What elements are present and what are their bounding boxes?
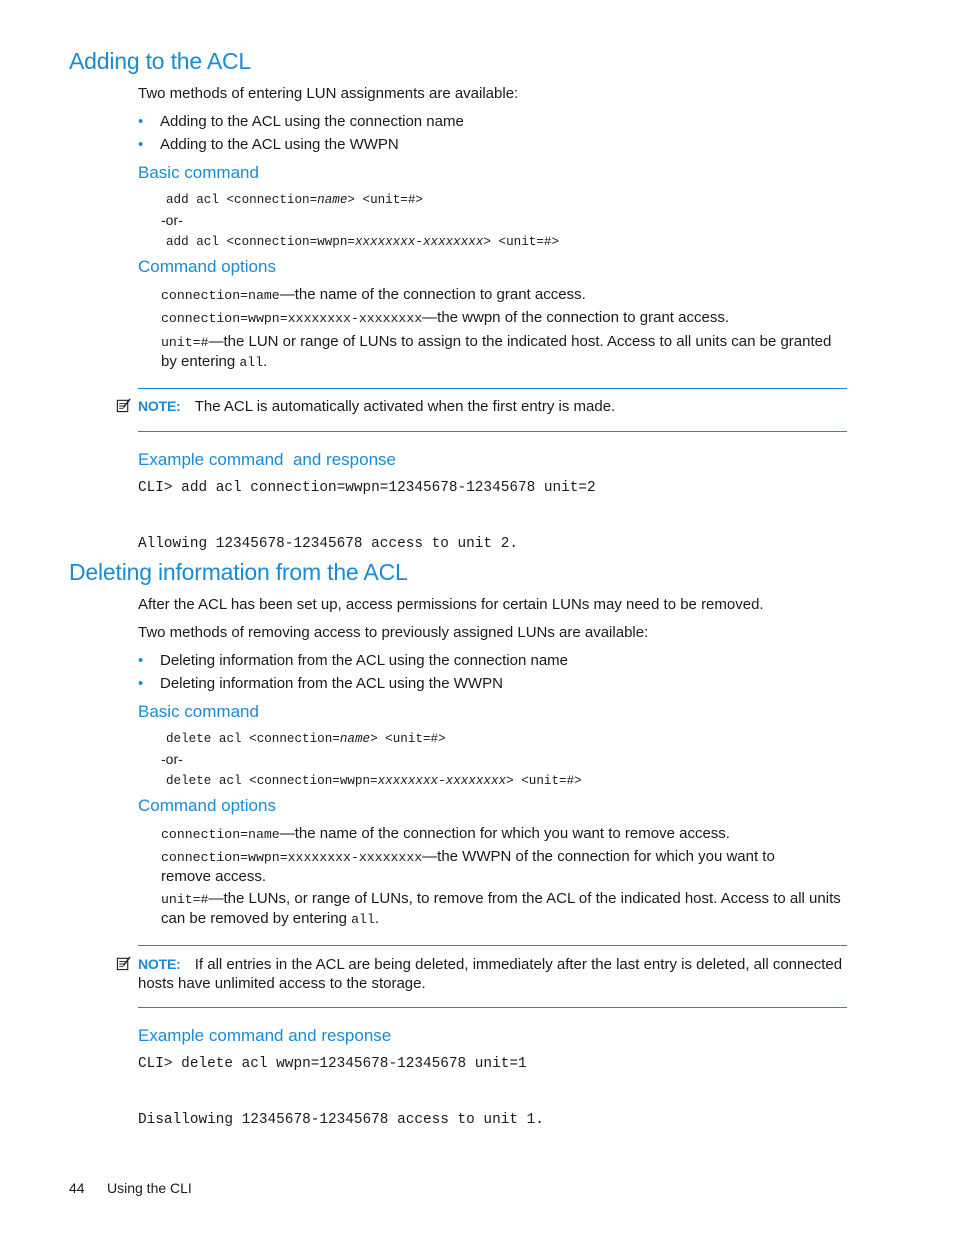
note-text-continued: hosts have unlimited access to the storage. <box>138 975 426 992</box>
option-connection-wwpn: connection=wwpn=xxxxxxxx-xxxxxxxx—the WWPN of the connection for which you want to remove access. <box>161 848 775 885</box>
or-separator: -or- <box>161 751 183 767</box>
intro-text-2: Two methods of removing access to previously assigned LUNs are available: <box>138 624 649 641</box>
page-number: 44 <box>69 1180 85 1196</box>
note-label: NOTE: <box>138 398 181 414</box>
note-box <box>138 955 842 993</box>
note-top-rule <box>138 388 847 389</box>
basic-command-heading: Basic command <box>138 702 259 721</box>
command-syntax-1: add acl <connection=name> <unit=#> <box>166 193 423 207</box>
bullet-icon: • <box>138 675 144 692</box>
option-connection-wwpn: connection=wwpn=xxxxxxxx-xxxxxxxx—the wwpn of the connection to grant access. <box>161 309 729 326</box>
footer-section-title: Using the CLI <box>107 1180 192 1196</box>
section-title-adding: Adding to the ACL <box>69 48 252 74</box>
note-bottom-rule <box>138 431 847 432</box>
option-unit: unit=#—the LUNs, or range of LUNs, to remove from the ACL of the indicated host. Access to all units can be removed by entering all. <box>161 890 841 927</box>
example-heading: Example command and response <box>138 1026 392 1045</box>
list-item: • Deleting information from the ACL using the connection name <box>138 652 569 669</box>
example-response: Allowing 12345678-12345678 access to unit 2. <box>138 536 518 552</box>
note-bottom-rule <box>138 1007 847 1008</box>
example-command: CLI> delete acl wwpn=12345678-12345678 unit=1 <box>138 1056 527 1072</box>
or-separator: -or- <box>161 212 183 228</box>
command-options-heading: Command options <box>138 796 276 815</box>
example-heading: Example command and response <box>138 450 396 469</box>
note-icon <box>116 956 131 975</box>
command-syntax-2: delete acl <connection=wwpn=xxxxxxxx-xxxxxxxx> <unit=#> <box>166 774 582 788</box>
intro-text: Two methods of entering LUN assignments are available: <box>138 85 519 102</box>
note-label: NOTE: <box>138 956 181 972</box>
note-top-rule <box>138 945 847 946</box>
example-command: CLI> add acl connection=wwpn=12345678-12345678 unit=2 <box>138 480 596 496</box>
command-syntax-1: delete acl <connection=name> <unit=#> <box>166 732 446 746</box>
note-icon <box>116 398 131 417</box>
list-item: • Deleting information from the ACL using the WWPN <box>138 675 503 692</box>
bullet-icon: • <box>138 113 144 130</box>
bullet-icon: • <box>138 652 144 669</box>
option-unit: unit=#—the LUN or range of LUNs to assign to the indicated host. Access to all units can be granted by entering all. <box>161 333 832 370</box>
example-response: Disallowing 12345678-12345678 access to unit 1. <box>138 1112 544 1128</box>
note-box <box>138 397 615 416</box>
basic-command-heading: Basic command <box>138 163 259 182</box>
command-syntax-2: add acl <connection=wwpn=xxxxxxxx-xxxxxxxx> <unit=#> <box>166 235 559 249</box>
option-connection-name: connection=name—the name of the connection for which you want to remove access. <box>161 825 730 842</box>
section-title-deleting: Deleting information from the ACL <box>69 559 408 585</box>
note-text: If all entries in the ACL are being deleted, immediately after the last entry is deleted, all connected <box>194 956 843 973</box>
list-item: • Adding to the ACL using the WWPN <box>138 136 399 153</box>
option-connection-name: connection=name—the name of the connection to grant access. <box>161 286 586 303</box>
list-item: • Adding to the ACL using the connection name <box>138 113 464 130</box>
command-options-heading: Command options <box>138 257 276 276</box>
intro-text-1: After the ACL has been set up, access permissions for certain LUNs may need to be removed. <box>138 596 764 613</box>
note-text: The ACL is automatically activated when the first entry is made. <box>194 398 616 415</box>
bullet-icon: • <box>138 136 144 153</box>
